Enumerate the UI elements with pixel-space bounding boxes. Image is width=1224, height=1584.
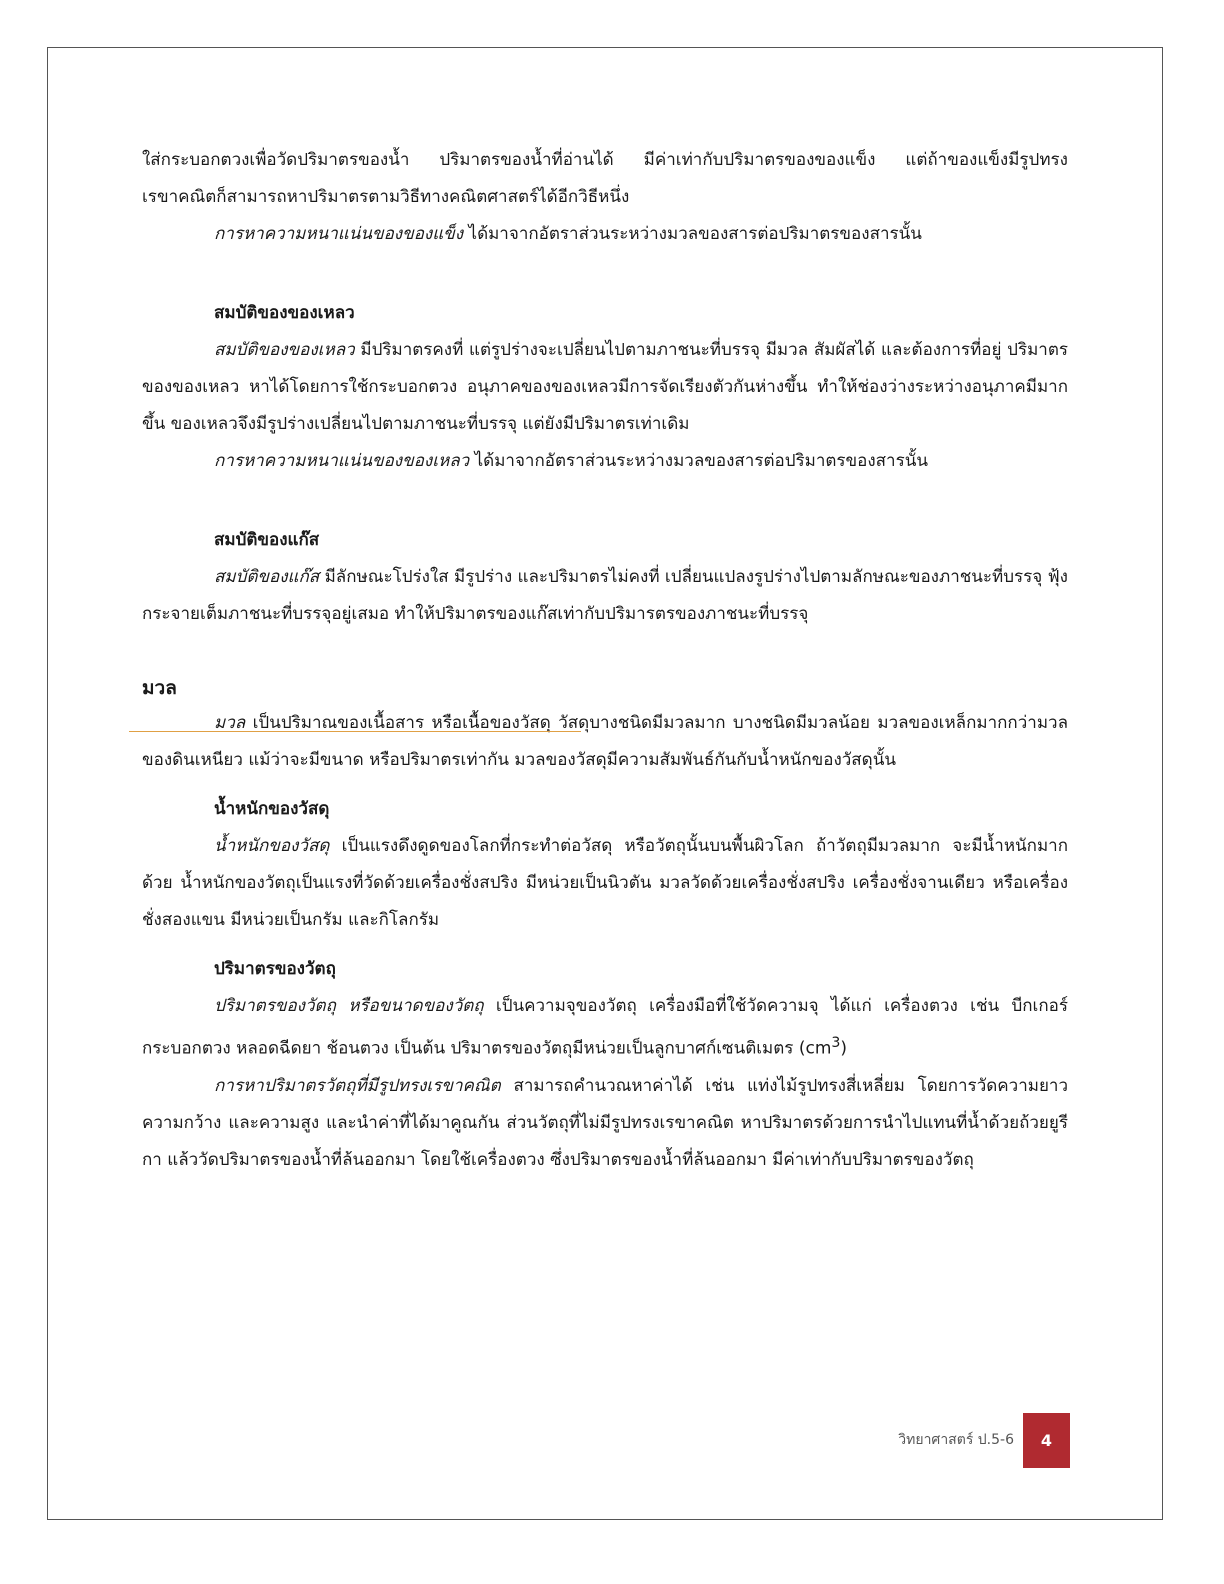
heading-weight: น้ำหนักของวัสดุ (214, 799, 330, 819)
term-mass: มวล (214, 713, 246, 733)
paragraph-solid-volume: ใส่กระบอกตวงเพื่อวัดปริมาตรของน้ำ ปริมาตรของน้ำที่อ่านได้ มีค่าเท่ากับปริมาตรของของแข็ง แต่ถ้าของแข็งมีรูปทรงเรขาคณิตก็สามารถหาปริมาตรตามวิธีทางคณิตศาสตร์ได้อีกวิธีหนึ่ง (142, 150, 1068, 207)
section-underline (129, 731, 581, 732)
paragraph-solid-density: การหาความหนาแน่นของของแข็ง ได้มาจากอัตราส่วนระหว่างมวลของสารต่อปริมาตรของสารนั้น (214, 224, 922, 244)
heading-liquid-properties: สมบัติของของเหลว (214, 303, 355, 323)
paragraph-mass: มวล เป็นปริมาณของเนื้อสาร หรือเนื้อของวัสดุ วัสดุบางชนิดมีมวลมาก บางชนิดมีมวลน้อย มวลของเหล็กมากกว่ามวลของดินเหนียว แม้ว่าจะมีขนาด หรือปริมาตรเท่ากัน มวลของวัสดุมีความสัมพันธ์กันกับน้ำหนักของวัสดุนั้น (142, 713, 1068, 770)
document-body (142, 142, 1068, 1179)
paragraph-weight: น้ำหนักของวัสดุ เป็นแรงดึงดูดของโลกที่กระทำต่อวัสดุ หรือวัตถุนั้นบนพื้นผิวโลก ถ้าวัตถุมีมวลมาก จะมีน้ำหนักมากด้วย น้ำหนักของวัตถุเป็นแรงที่วัดด้วยเครื่องชั่งสปริง มีหน่วยเป็นนิวตัน มวลวัดด้วยเครื่องชั่งสปริง เครื่องชั่งจานเดียว หรือเครื่องชั่งสองแขน มีหน่วยเป็นกรัม และกิโลกรัม (142, 836, 1069, 930)
paragraph-liquid-properties: สมบัติของของเหลว มีปริมาตรคงที่ แต่รูปร่างจะเปลี่ยนไปตามภาชนะที่บรรจุ มีมวล สัมผัสได้ และต้องการที่อยู่ ปริมาตรของของเหลว หาได้โดยการใช้กระบอกตวง อนุภาคของของเหลวมีการจัดเรียงตัวกันห่างขึ้น ทำให้ช่องว่างระหว่างอนุภาคมีมากขึ้น ของเหลวจึงมีรูปร่างเปลี่ยนไปตามภาชนะที่บรรจุ แต่ยังมีปริมาตรเท่าเดิม (142, 340, 1068, 434)
paragraph-geometric-volume: การหาปริมาตรวัตถุที่มีรูปทรงเรขาคณิต สามารถคำนวณหาค่าได้ เช่น แท่งไม้รูปทรงสี่เหลี่ยม โดยการวัดความยาว ความกว้าง และความสูง และนำค่าที่ได้มาคูณกัน ส่วนวัตถุที่ไม่มีรูปทรงเรขาคณิต หาปริมาตรด้วยการนำไปแทนที่น้ำด้วยถ้วยยูรีกา แล้ววัดปริมาตรของน้ำที่ล้นออกมา โดยใช้เครื่องตวง ซึ่งปริมาตรของน้ำที่ล้นออกมา มีค่าเท่ากับปริมาตรของวัตถุ (142, 1075, 1068, 1170)
paragraph-volume: ปริมาตรของวัตถุ หรือขนาดของวัตถุ เป็นความจุของวัตถุ เครื่องมือที่ใช้วัดความจุ ได้แก่ เครื่องตวง เช่น บีกเกอร์ กระบอกตวง หลอดฉีดยา ช้อนตวง เป็นต้น ปริมาตรของวัตถุมีหน่วยเป็นลูกบาศก์เซนติเมตร $(cm^3)$ (142, 996, 1068, 1059)
footer-subject: วิทยาศาสตร์ ป.5-6 (898, 1432, 1014, 1448)
term-geometric-volume: การหาปริมาตรวัตถุที่มีรูปทรงเรขาคณิต (214, 1075, 501, 1096)
term-weight: น้ำหนักของวัสดุ (214, 836, 330, 856)
page-number: 4 (1023, 1413, 1070, 1468)
superscript-3: 3 (831, 1035, 841, 1051)
term-volume: ปริมาตรของวัตถุ หรือขนาดของวัตถุ (214, 996, 484, 1016)
heading-mass: มวล (142, 677, 177, 699)
paragraph-liquid-density: การหาความหนาแน่นของของเหลว ได้มาจากอัตราส่วนระหว่างมวลของสารต่อปริมาตรของสารนั้น (214, 451, 928, 471)
heading-gas-properties: สมบัติของแก๊ส (214, 530, 320, 550)
paragraph-gas-properties: สมบัติของแก๊ส มีลักษณะโปร่งใส มีรูปร่าง และปริมาตรไม่คงที่ เปลี่ยนแปลงรูปร่างไปตามลักษณะของภาชนะที่บรรจุ ฟุ้งกระจายเต็มภาชนะที่บรรจุอยู่เสมอ ทำให้ปริมาตรของแก๊สเท่ากับปริมารตรของภาชนะที่บรรจุ (142, 567, 1068, 624)
term-gas-properties: สมบัติของแก๊ส (214, 567, 320, 587)
heading-volume: ปริมาตรของวัตถุ (214, 959, 336, 979)
term-solid-density: การหาความหนาแน่นของของแข็ง (214, 224, 464, 244)
term-liquid-properties: สมบัติของของเหลว (214, 340, 355, 360)
term-liquid-density: การหาความหนาแน่นของของเหลว (214, 451, 470, 471)
